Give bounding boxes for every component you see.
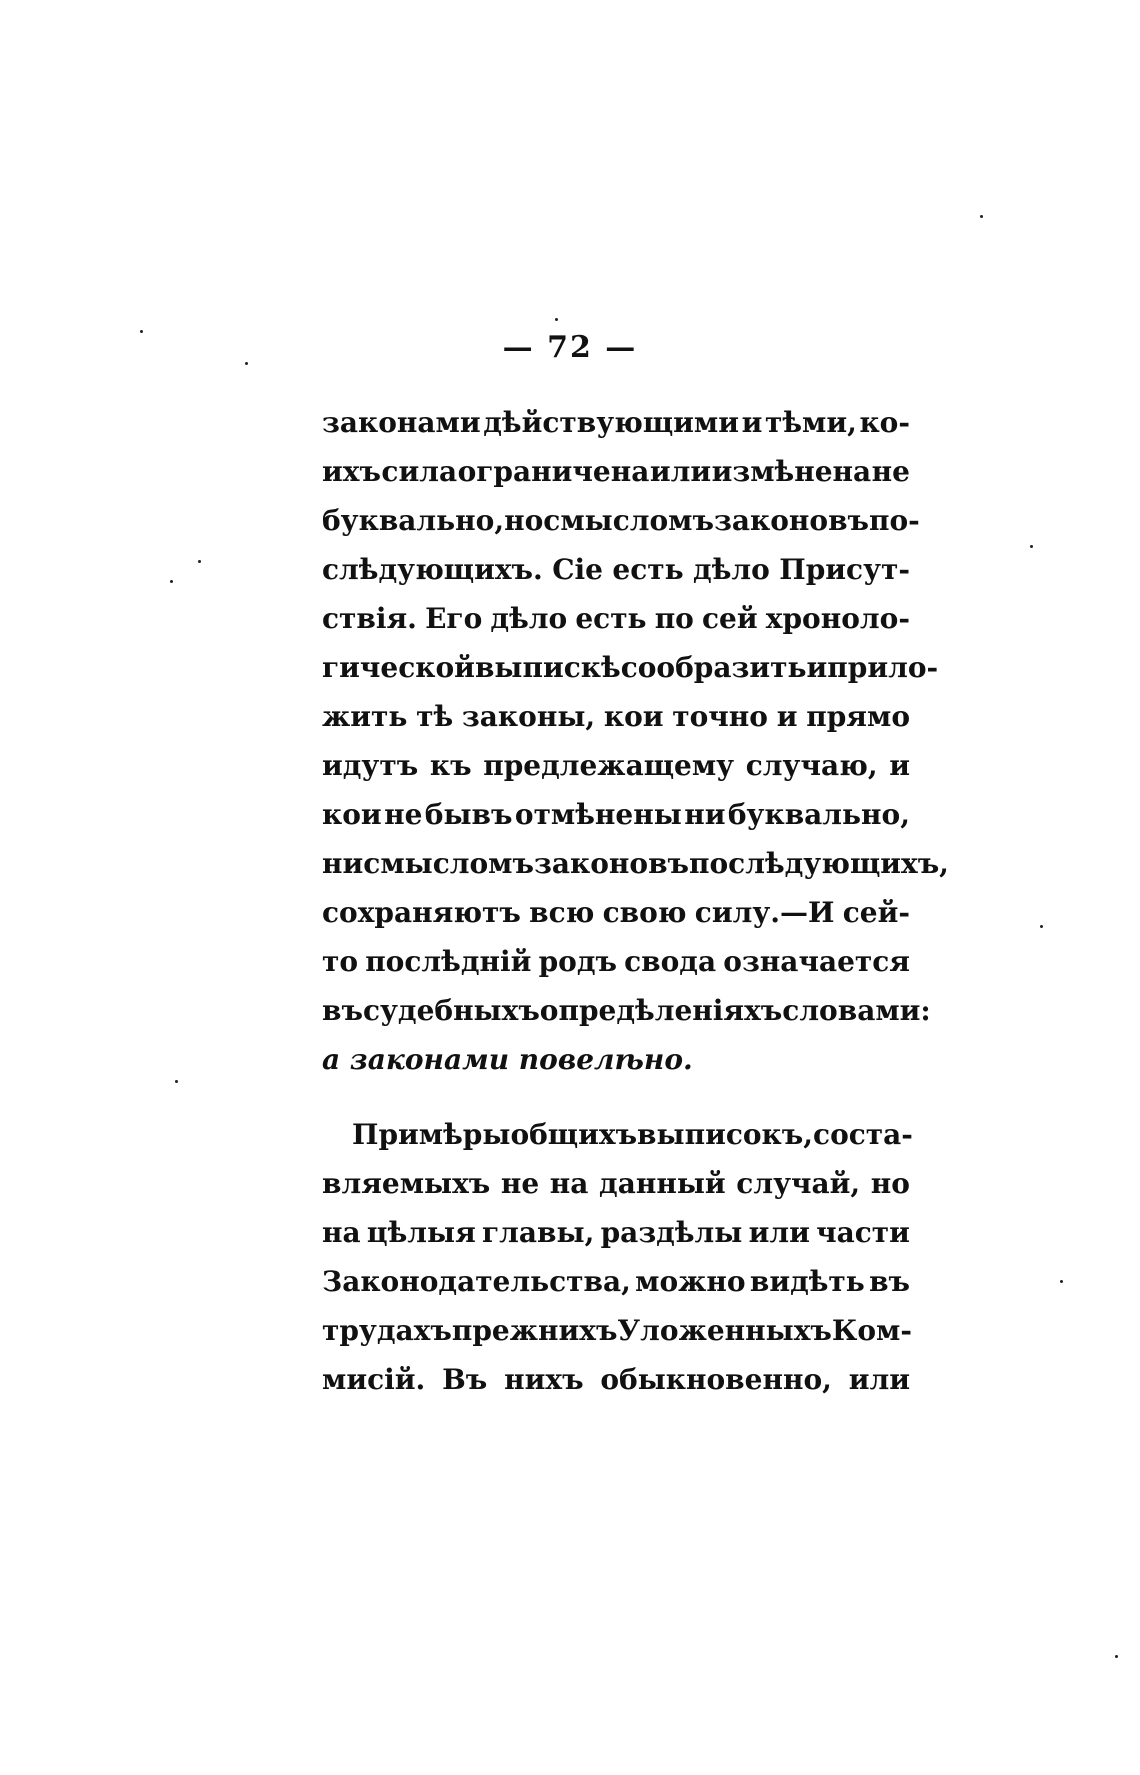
text-line (322, 1159, 910, 1208)
speck (1030, 545, 1033, 548)
body-text (322, 398, 949, 1404)
word: по (654, 602, 694, 635)
text-line (322, 888, 910, 937)
word: идутъ (322, 749, 419, 782)
word: Въ (442, 1363, 488, 1396)
speck (198, 560, 201, 563)
word: словами: (782, 994, 931, 1027)
text-line (322, 1355, 910, 1404)
word: Уложенныхъ (617, 1314, 832, 1347)
word: есть (612, 553, 684, 586)
word: Сіе (552, 553, 603, 586)
word: въ (322, 994, 363, 1027)
word: ни (322, 847, 364, 880)
word: сообразить (620, 651, 807, 684)
word: свода (624, 945, 717, 978)
word: силу.—И (694, 896, 835, 929)
speck (555, 318, 558, 321)
word: тѣми, (764, 406, 857, 439)
word: выписокъ, (637, 1118, 814, 1151)
word: прямо (806, 700, 910, 733)
word: сей- (842, 896, 910, 929)
word: законами (322, 406, 481, 439)
paragraph-1 (322, 398, 949, 1084)
word: ограничена (457, 455, 650, 488)
text-line (322, 839, 949, 888)
word: Его (425, 602, 483, 635)
text-line (322, 496, 920, 545)
word: смысломъ (363, 847, 534, 880)
word: буквально, (322, 504, 505, 537)
word: судебныхъ (362, 994, 540, 1027)
speck (140, 330, 143, 333)
word: данный (599, 1167, 726, 1200)
speck (170, 580, 173, 583)
text-line (322, 643, 939, 692)
word: родъ (538, 945, 617, 978)
word: цѣлыя (366, 1216, 476, 1249)
word: прежнихъ (451, 1314, 618, 1347)
word: сила (381, 455, 458, 488)
word: не (871, 455, 910, 488)
word: то (322, 945, 359, 978)
word: обыкновенно, (600, 1363, 832, 1396)
word: или (649, 455, 712, 488)
word: дѣло (490, 602, 568, 635)
word: всю (529, 896, 595, 929)
word: означается (723, 945, 910, 978)
text-line-italic: а законами повелѣно. (322, 1043, 693, 1076)
word: можно (635, 1265, 746, 1298)
word: но (870, 1167, 910, 1200)
word: общихъ (510, 1118, 638, 1151)
word: главы, (482, 1216, 595, 1249)
word: дѣйствующими (483, 406, 739, 439)
word: Законодательства, (322, 1265, 631, 1298)
word: Примѣры (352, 1118, 511, 1151)
word: и (741, 406, 763, 439)
speck (1040, 925, 1043, 928)
page-number: — 72 — (502, 330, 638, 365)
text-line (322, 741, 910, 790)
word: хроноло- (765, 602, 910, 635)
word: случай, (736, 1167, 861, 1200)
word: случаю, (745, 749, 878, 782)
text-line (322, 594, 910, 643)
text-line (322, 986, 931, 1035)
text-line (322, 692, 910, 741)
word: сей (702, 602, 758, 635)
text-line (322, 790, 910, 839)
word: выпискѣ (474, 651, 621, 684)
word: раздѣлы (600, 1216, 743, 1249)
word: части (816, 1216, 910, 1249)
word: точно (672, 700, 768, 733)
word: Ком- (831, 1314, 912, 1347)
word: послѣдующихъ, (689, 847, 949, 880)
word: соста- (813, 1118, 913, 1151)
word: нихъ (504, 1363, 584, 1396)
word: свою (602, 896, 687, 929)
word: или (848, 1363, 910, 1396)
word: смысломъ (543, 504, 714, 537)
text-line (322, 937, 910, 986)
word: гической (322, 651, 475, 684)
word: трудахъ (322, 1314, 452, 1347)
paragraph-2 (322, 1110, 913, 1404)
word: отмѣнены (514, 798, 682, 831)
word: и (806, 651, 828, 684)
word: предлежащему (483, 749, 735, 782)
word: измѣнена (711, 455, 872, 488)
word: дѣло (693, 553, 770, 586)
word: видѣть (749, 1265, 865, 1298)
word: Присут- (779, 553, 910, 586)
text-line (322, 1306, 910, 1355)
speck (245, 362, 248, 365)
text-line (322, 1110, 913, 1159)
word: жить (322, 700, 408, 733)
word: законовъ (533, 847, 689, 880)
text-line (322, 545, 910, 594)
word: по- (869, 504, 920, 537)
speck (980, 215, 983, 218)
word: мисій. (322, 1363, 426, 1396)
word: и (889, 749, 910, 782)
word: въ (869, 1265, 910, 1298)
word: сохраняютъ (322, 896, 521, 929)
word: послѣдній (365, 945, 532, 978)
word: слѣдующихъ. (322, 553, 543, 586)
word: ихъ (322, 455, 381, 488)
word: и (776, 700, 798, 733)
word: законы, (461, 700, 596, 733)
word: ко- (859, 406, 910, 439)
word: прило- (827, 651, 939, 684)
text-line (322, 1257, 910, 1306)
speck (1060, 1280, 1063, 1283)
text-line (322, 398, 910, 447)
speck (1115, 1655, 1118, 1658)
word: кои (603, 700, 664, 733)
word: законовъ (713, 504, 869, 537)
word: вляемыхъ (322, 1167, 491, 1200)
word: на (322, 1216, 361, 1249)
word: но (504, 504, 544, 537)
word: буквально, (727, 798, 910, 831)
word: или (748, 1216, 810, 1249)
word: есть (575, 602, 647, 635)
word: опредѣленіяхъ (539, 994, 783, 1027)
speck (175, 1080, 178, 1083)
word: бывъ (424, 798, 513, 831)
text-line (322, 1208, 910, 1257)
word: къ (429, 749, 472, 782)
word: на (549, 1167, 589, 1200)
word: тѣ (416, 700, 454, 733)
word: ни (684, 798, 726, 831)
word: кои (322, 798, 382, 831)
word: ствія. (322, 602, 417, 635)
paragraph-gap (322, 1084, 910, 1110)
text-line (322, 447, 910, 496)
word: не (384, 798, 423, 831)
word: не (500, 1167, 540, 1200)
